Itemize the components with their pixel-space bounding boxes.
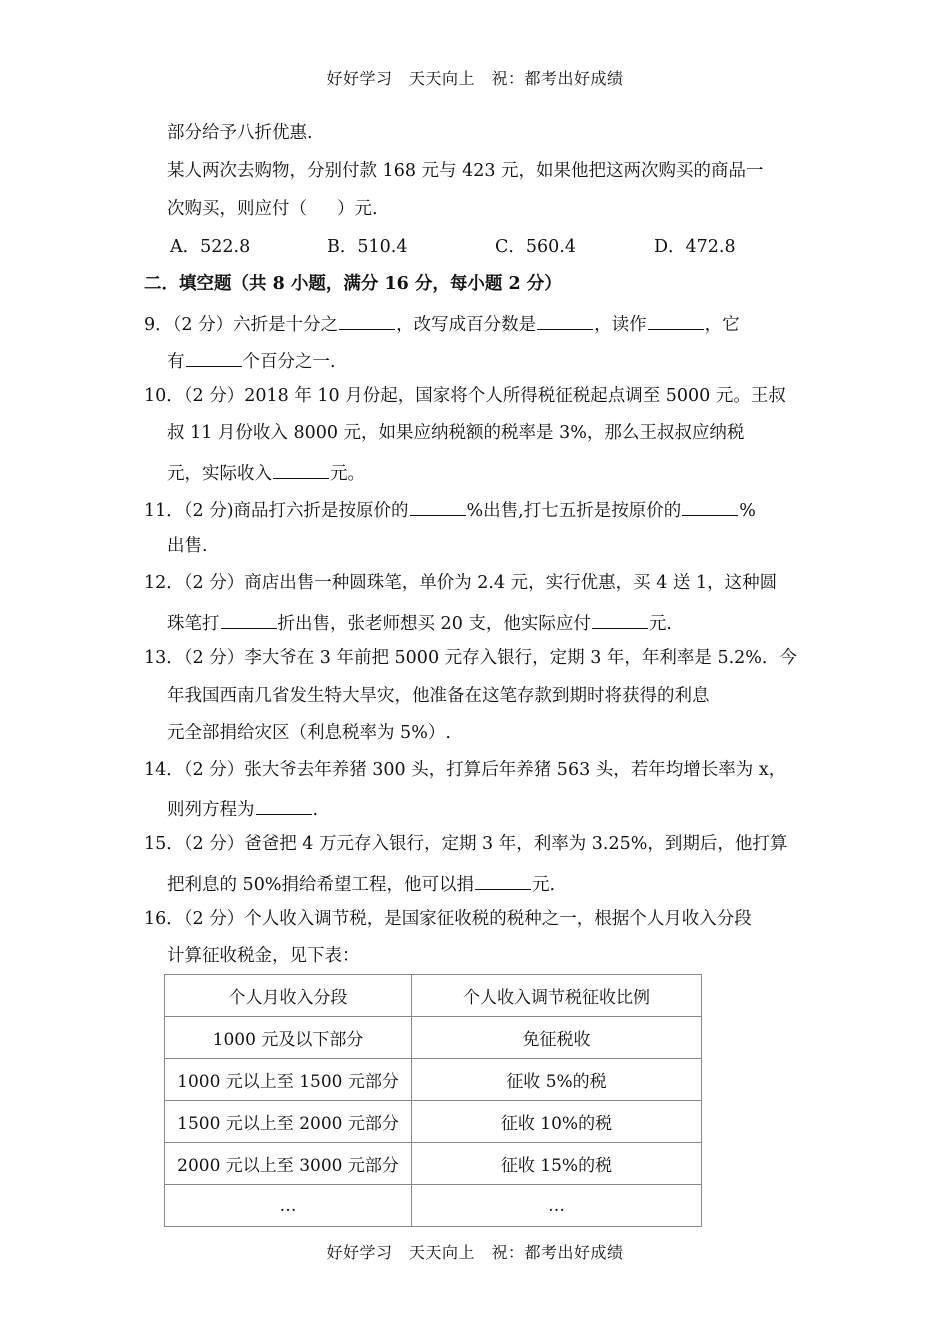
- answer-blank: [339, 311, 395, 330]
- table-header-row: [165, 975, 702, 1017]
- q10-line3: [167, 460, 365, 485]
- q10-text-b: 元。: [330, 464, 365, 484]
- table-row: [165, 1017, 702, 1059]
- page-footer: 好好学习 天天向上 祝：都考出好成绩: [326, 1243, 624, 1262]
- answer-blank: [410, 497, 466, 516]
- q13-line3: 元全部捐给灾区（利息税率为 5%）.: [167, 723, 451, 743]
- answer-blank: [648, 311, 704, 330]
- answer-blank: [592, 610, 648, 629]
- q8-line3-end: ）元.: [337, 199, 378, 219]
- q11-text-a: 11．（2 分)商品打六折是按原价的: [144, 501, 409, 521]
- q11-text-c: %: [739, 501, 756, 521]
- table-header-cell: 个人月收入分段: [165, 975, 412, 1017]
- table-cell: 1500 元以上至 2000 元部分: [165, 1101, 412, 1143]
- q15-line2: [167, 871, 555, 896]
- answer-blank: [475, 871, 531, 890]
- q10-line2: 叔 11 月份收入 8000 元，如果应纳税额的税率是 3%，那么王叔叔应纳税: [167, 423, 745, 443]
- q8-options: [0, 236, 950, 258]
- table-row: [165, 1101, 702, 1143]
- answer-blank: [537, 311, 593, 330]
- table-row: [165, 1185, 702, 1227]
- q11-text-b: %出售,打七五折是按原价的: [466, 501, 682, 521]
- q11-line1: [144, 497, 756, 522]
- q9-line1: [144, 311, 740, 336]
- q14-line2: [167, 796, 318, 821]
- q12-line2: [167, 610, 672, 635]
- q9-text-e: 有: [167, 352, 185, 372]
- q16-line2: 计算征收税金，见下表：: [167, 946, 360, 966]
- answer-blank: [273, 460, 329, 479]
- tax-rate-table: [164, 974, 702, 1227]
- q12-line1: 12．（2 分）商店出售一种圆珠笔，单价为 2.4 元，实行优惠，买 4 送 1，这种圆: [144, 573, 778, 593]
- table-cell: 1000 元及以下部分: [165, 1017, 412, 1059]
- table-header-cell: 个人收入调节税征收比例: [412, 975, 702, 1017]
- table-row: [165, 1059, 702, 1101]
- q12-text-a: 珠笔打: [167, 614, 220, 634]
- table-cell: 免征税收: [412, 1017, 702, 1059]
- q9-text-d: ，它: [704, 315, 740, 335]
- q15-text-b: 元.: [531, 875, 556, 895]
- table-cell: …: [412, 1185, 702, 1227]
- table-cell: …: [165, 1185, 412, 1227]
- q14-text-a: 则列方程为: [167, 800, 255, 820]
- option-d: D．472.8: [654, 237, 736, 257]
- q13-line2: 年我国西南几省发生特大旱灾，他准备在这笔存款到期时将获得的利息: [167, 686, 710, 706]
- q9-text-b: ，改写成百分数是: [396, 315, 537, 335]
- table-cell: 征收 15%的税: [412, 1143, 702, 1185]
- q12-text-b: 折出售，张老师想买 20 支，他实际应付: [277, 614, 591, 634]
- q8-line1: 部分给予八折优惠.: [167, 123, 313, 143]
- table-cell: 1000 元以上至 1500 元部分: [165, 1059, 412, 1101]
- section-title: 二．填空题（共 8 小题，满分 16 分，每小题 2 分）: [144, 274, 562, 294]
- q12-text-c: 元.: [648, 614, 672, 634]
- q9-text-c: ，读作: [594, 315, 647, 335]
- q11-line2: 出售.: [167, 536, 208, 556]
- option-a: A．522.8: [170, 237, 251, 257]
- q8-line3: [167, 198, 378, 220]
- page-header: 好好学习 天天向上 祝：都考出好成绩: [326, 69, 624, 88]
- q9-line2: [167, 348, 336, 373]
- option-c: C．560.4: [495, 237, 576, 257]
- option-b: B．510.4: [327, 237, 408, 257]
- q14-text-b: .: [312, 800, 319, 820]
- q10-text-a: 元，实际收入: [167, 464, 272, 484]
- q16-line1: 16．（2 分）个人收入调节税，是国家征收税的税种之一，根据个人月收入分段: [144, 909, 752, 929]
- answer-blank: [186, 348, 242, 367]
- table-cell: 征收 10%的税: [412, 1101, 702, 1143]
- q10-line1: 10．（2 分）2018 年 10 月份起，国家将个人所得税征税起点调至 5000 元。王叔: [144, 386, 786, 406]
- q9-text-f: 个百分之一.: [242, 352, 336, 372]
- q9-text-a: 9．（2 分）六折是十分之: [144, 315, 339, 335]
- q15-line1: 15．（2 分）爸爸把 4 万元存入银行，定期 3 年，利率为 3.25%，到期后，他打算: [144, 834, 788, 854]
- table-cell: 2000 元以上至 3000 元部分: [165, 1143, 412, 1185]
- table-row: [165, 1143, 702, 1185]
- q13-line1: 13．（2 分）李大爷在 3 年前把 5000 元存入银行，定期 3 年，年利率是 5.2%．今: [144, 648, 797, 668]
- q14-line1: 14．（2 分）张大爷去年养猪 300 头，打算后年养猪 563 头，若年均增长率为 x，: [144, 760, 787, 780]
- answer-blank: [221, 610, 277, 629]
- answer-blank: [682, 497, 738, 516]
- table-cell: 征收 5%的税: [412, 1059, 702, 1101]
- q8-line3-start: 次购买，则应付（: [167, 199, 307, 219]
- q15-text-a: 把利息的 50%捐给希望工程，他可以捐: [167, 875, 474, 895]
- answer-blank: [256, 796, 312, 815]
- q8-line2: 某人两次去购物，分别付款 168 元与 423 元，如果他把这两次购买的商品一: [167, 161, 764, 181]
